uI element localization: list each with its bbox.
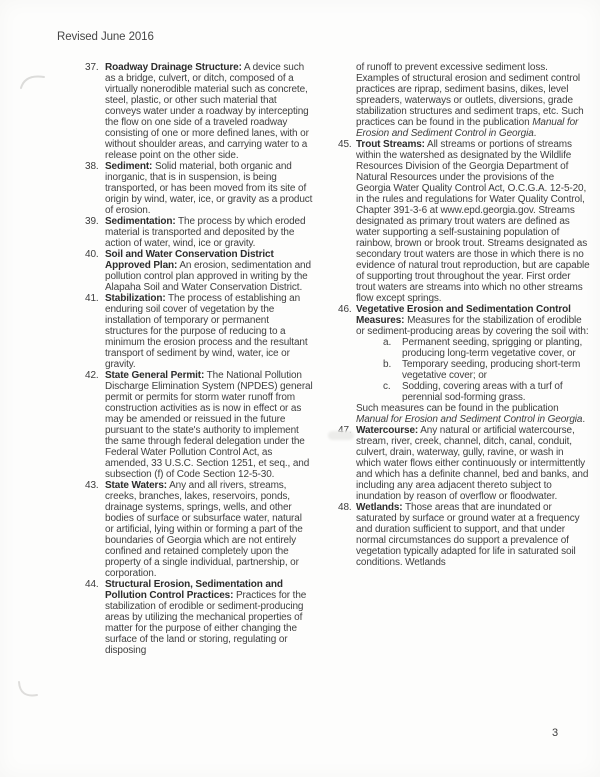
definition-intro: Measures for the stabilization of erodible or sediment-producing areas by covering the soil with: — [356, 315, 589, 337]
definition-outro — [356, 403, 590, 425]
scan-artifact-bottom-left — [15, 679, 45, 705]
definition-item-41 — [85, 293, 313, 370]
sub-item-b — [383, 359, 590, 381]
sub-item-text: Sodding, covering areas with a turf of perennial sod-forming grass. — [402, 381, 563, 403]
sub-item-label: c. — [383, 381, 391, 392]
definition-term: Wetlands: — [356, 502, 403, 513]
definition-term: Sedimentation: — [105, 216, 176, 227]
definition-term: State General Permit: — [105, 370, 205, 381]
definition-item-44 — [85, 579, 313, 656]
definition-item-43 — [85, 480, 313, 579]
sub-item-c — [383, 381, 590, 403]
definition-term: State Waters: — [105, 480, 167, 491]
continuation-paragraph — [356, 62, 590, 139]
definition-paragraph — [105, 579, 313, 656]
definition-paragraph — [105, 216, 313, 249]
outro-text: Such measures can be found in the publication — [356, 403, 559, 414]
definition-term: Sediment: — [105, 161, 153, 172]
definition-item-40 — [85, 249, 313, 293]
definition-item-42 — [85, 370, 313, 480]
sub-item-label: a. — [383, 337, 392, 348]
definition-number: 44. — [85, 579, 99, 590]
definition-term: Stabilization: — [105, 293, 166, 304]
scan-artifact-top-left — [18, 70, 50, 94]
definition-number: 39. — [85, 216, 99, 227]
definition-number: 45. — [338, 139, 352, 150]
definition-number: 37. — [85, 62, 99, 73]
definition-item-48 — [338, 502, 590, 568]
definition-paragraph — [356, 139, 590, 304]
definition-body: The process by which eroded material is transported and deposited by the action of water, wind, ice or gravity. — [105, 216, 306, 249]
sub-item-label: b. — [383, 359, 392, 370]
sub-item-a — [383, 337, 590, 359]
outro-text-end: . — [582, 414, 586, 425]
definition-body: Any and all rivers, streams, creeks, branches, lakes, reservoirs, ponds, drainage systems, springs, wells, and other bodies of surface or subsurface water, natural or artificial, lying within or forming a part of the boundaries of Georgia which are not entirely confined and retained completely upon the property of a single individual, partnership, or corporation. — [105, 480, 303, 579]
definition-number: 43. — [85, 480, 99, 491]
definition-term: Structural Erosion, Sedimentation and Pollution Control Practices: — [105, 579, 283, 601]
revision-note: Revised June 2016 — [57, 31, 154, 43]
definition-paragraph — [105, 161, 313, 216]
definition-body: An erosion, sedimentation and pollution control plan approved in writing by the Alapaha Soil and Water Conservation District. — [105, 260, 311, 293]
publication-title: Manual for Erosion and Sediment Control in Georgia — [356, 414, 583, 425]
definition-item-47 — [338, 425, 590, 502]
definition-item-38 — [85, 161, 313, 216]
definition-term: Roadway Drainage Structure: — [105, 62, 242, 73]
definition-number: 38. — [85, 161, 99, 172]
scan-smudge — [328, 431, 354, 440]
publication-title: Manual for Erosion and Sediment Control in Georgia — [356, 117, 579, 139]
definition-body: Solid material, both organic and inorganic, that is in suspension, is being transported, or has been moved from its site of origin by wind, water, ice, or gravity as a product of erosion. — [105, 161, 313, 216]
definition-paragraph — [356, 304, 590, 337]
definition-body: Those areas that are inundated or saturated by surface or ground water at a frequency and duration sufficient to support, and that under normal circumstances do support a prevalence of vegetation typically adapted for life in saturated soil conditions. Wetlands — [356, 502, 580, 568]
continuation-text: of runoff to prevent excessive sediment loss. Examples of structural erosion and sediment control practices are riprap, sediment basins, dikes, level spreaders, waterways or outlets, diversions, grade stabilization structures and sediment traps, etc. Such practices can be found in the publication — [356, 62, 584, 128]
definition-term: Soil and Water Conservation District Approved Plan: — [105, 249, 274, 271]
definition-number: 48. — [338, 502, 352, 513]
definition-item-39 — [85, 216, 313, 249]
definition-number: 46. — [338, 304, 352, 315]
definition-body: Practices for the stabilization of erodible or sediment-producing areas by utilizing the mechanical properties of matter for the purpose of either changing the surface of the land or storing, regulating or disposing — [105, 590, 307, 656]
right-column — [338, 62, 590, 568]
definition-paragraph — [356, 425, 590, 502]
definition-body: The process of establishing an enduring soil cover of vegetation by the installation of temporary or permanent structures for the purpose of reducing to a minimum the erosion process and the resultant transport of sediment by wind, water, ice or gravity. — [105, 293, 308, 370]
definition-number: 42. — [85, 370, 99, 381]
definition-paragraph — [105, 249, 313, 293]
definition-paragraph — [105, 62, 313, 161]
left-column — [85, 62, 313, 656]
definition-body: All streams or portions of streams within the watershed as designated by the Wildlife Resources Division of the Georgia Department of Natural Resources under the provisions of the Georgia Water Quality Control Act, O.C.G.A. 12-5-20, in the rules and regulations for Water Quality Control, Chapter 391-3-6 at www.epd.georgia.gov. Streams designated as primary trout waters are defined as water supporting a self-sustaining population of rainbow, brown or brook trout. Streams designated as secondary trout waters are those in which there is no evidence of natural trout reproduction, but are capable of supporting trout throughout the year. First order trout waters are streams into which no other streams flow except springs. — [356, 139, 590, 304]
definition-number: 40. — [85, 249, 99, 260]
definition-term: Trout Streams: — [356, 139, 425, 150]
definition-item-45 — [338, 139, 590, 304]
definition-paragraph — [105, 480, 313, 579]
definition-item-37 — [85, 62, 313, 161]
definition-term: Vegetative Erosion and Sedimentation Control Measures: — [356, 304, 571, 326]
definition-body: Any natural or artificial watercourse, stream, river, creek, channel, ditch, canal, conduit, culvert, drain, waterway, gully, ravine, or wash in which water flows either continuously or intermittently and which has a definite channel, bed and banks, and including any area adjacent thereto subject to inundation by reason of overflow or floodwater. — [356, 425, 589, 502]
definition-term: Watercourse: — [356, 425, 419, 436]
definition-body: The National Pollution Discharge Elimination System (NPDES) general permit or permits for storm water runoff from construction activities as is now in effect or as may be amended or reissued in the future pursuant to the state's authority to implement the same through federal delegation under the Federal Water Pollution Control Act, as amended, 33 U.S.C. Section 1251, et seq., and subsection (f) of Code Section 12-5-30. — [105, 370, 313, 480]
definition-body: A device such as a bridge, culvert, or ditch, composed of a virtually nonerodible material such as concrete, steel, plastic, or other such material that conveys water under a roadway by intercepting the flow on one side of a traveled roadway consisting of one or more defined lanes, with or without shoulder areas, and carrying water to a release point on the other side. — [105, 62, 309, 161]
continuation-text-end: . — [533, 128, 537, 139]
definition-paragraph — [105, 370, 313, 480]
definition-number: 41. — [85, 293, 99, 304]
definition-item-46 — [338, 304, 590, 425]
sub-item-text: Temporary seeding, producing short-term vegetative cover; or — [402, 359, 581, 381]
definition-item-44-continuation — [338, 62, 590, 139]
page-number: 3 — [552, 727, 559, 739]
sub-item-text: Permanent seeding, sprigging or planting, producing long-term vegetative cover, or — [402, 337, 583, 359]
definition-paragraph — [356, 502, 590, 568]
definition-paragraph — [105, 293, 313, 370]
